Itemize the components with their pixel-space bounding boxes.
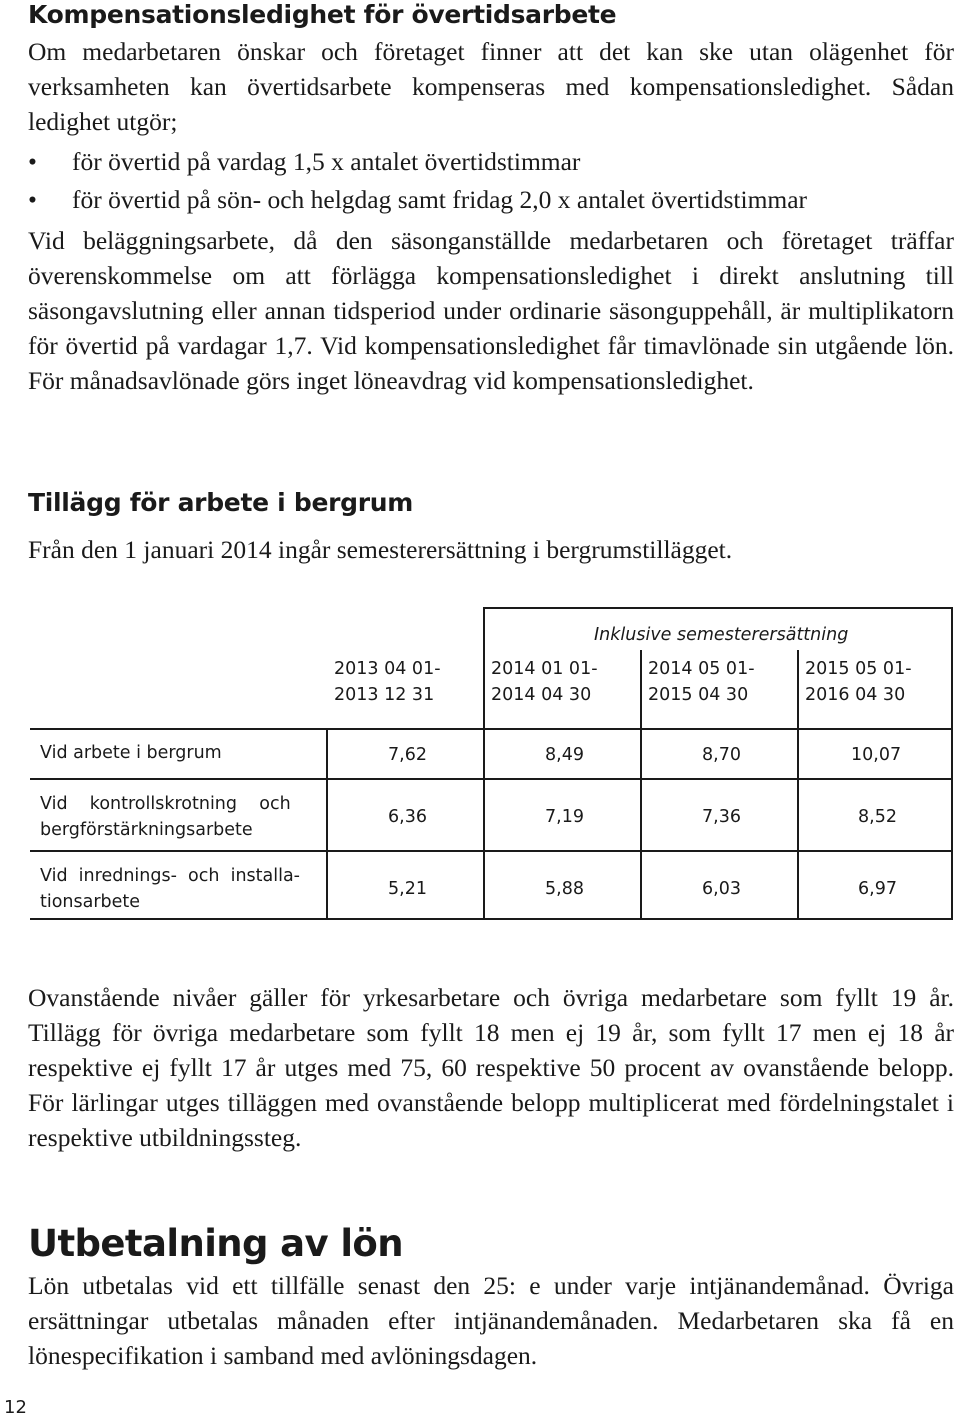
- column-header: 2015 05 01- 2016 04 30: [805, 659, 912, 705]
- bullet-list: [28, 143, 954, 219]
- paragraph-paving: Vid beläggningsarbete, då den säsonganställde medarbetaren och företaget träffar överenskommelse om att förlägga kompensationsledighet i direkt anslutning till säsongavslutning eller annan tidsperiod under ordinarie säsonguppehåll, är multiplikatorn för övertid på vardagar 1,7. Vid kompensationsledighet får timavlönade sin utgående lön. För månadsavlönade görs inget löneavdrag vid kompensationsledighet.: [28, 226, 954, 395]
- column-divider: [951, 607, 953, 920]
- paragraph-levels: Ovanstående nivåer gäller för yrkesarbetare och övriga medarbetare som fyllt 19 år. Tillägg för övriga medarbetare som fyllt 18 men ej 19 år, som fyllt 17 men ej 18 år respektive ej fyllt 17 år utges med 75, 60 respektive 50 procent av ovanstående belopp. För lärlingar utges tilläggen med ovanstående belopp multiplicerat med fördelningstalet i respektive utbildningssteg.: [28, 983, 954, 1152]
- table-cell: 8,49: [545, 745, 584, 765]
- column-divider: [640, 650, 642, 920]
- row-label: Vid arbete i bergrum: [40, 743, 222, 763]
- section-salary-payment: [28, 1222, 954, 1373]
- table-cell: 8,70: [702, 745, 741, 765]
- table-cell: 5,21: [388, 879, 427, 899]
- column-divider: [483, 607, 485, 920]
- column-divider: [326, 728, 328, 920]
- table-cell: 7,19: [545, 807, 584, 827]
- table-bottom-rule: [30, 918, 953, 920]
- table-cell: 7,62: [388, 745, 427, 765]
- header-rule: [30, 728, 953, 730]
- table-cell: 10,07: [851, 745, 902, 765]
- section-heading: Kompensationsledighet för övertidsarbete: [28, 0, 617, 29]
- paragraph-payment: Lön utbetalas vid ett tillfälle senast den 25: e under varje intjänandemånad. Övriga ersättningar utbetalas månaden efter intjänandemånaden. Medarbetaren ska få en lönespecifikation i samband med avlöningsdagen.: [28, 1271, 954, 1370]
- bullet-icon: •: [28, 185, 37, 214]
- paragraph-intro: Om medarbetaren önskar och företaget finner att det kan ske utan olägenhet för verksamheten kan övertidsarbete kompenseras med kompensationsledighet. Sådan ledighet utgör;: [28, 37, 954, 136]
- row-rule: [30, 850, 953, 852]
- table-cell: 6,36: [388, 807, 427, 827]
- table-cell: 8,52: [858, 807, 897, 827]
- column-divider: [797, 650, 799, 920]
- section-heading: Utbetalning av lön: [28, 1222, 403, 1265]
- table-cell: 5,88: [545, 879, 584, 899]
- row-rule: [30, 778, 953, 780]
- section-compensatory-leave: [28, 0, 954, 398]
- column-header: 2014 01 01- 2014 04 30: [491, 659, 598, 705]
- section-rock-chamber: [28, 488, 954, 567]
- table-top-rule: [483, 607, 953, 609]
- column-header: 2013 04 01- 2013 12 31: [334, 659, 441, 705]
- page-number: 12: [4, 1397, 27, 1418]
- column-group-label: Inklusive semesterersättning: [594, 625, 849, 645]
- table-cell: 6,03: [702, 879, 741, 899]
- section-heading: Tillägg för arbete i bergrum: [28, 488, 413, 517]
- paragraph-rock-chamber: Från den 1 januari 2014 ingår semesterersättning i bergrumstillägget.: [28, 535, 733, 564]
- table-cell: 7,36: [702, 807, 741, 827]
- row-label: Vid kontrollskrotning och bergförstärkningsarbete: [40, 794, 291, 840]
- bullet-icon: •: [28, 147, 37, 176]
- column-header: 2014 05 01- 2015 04 30: [648, 659, 755, 705]
- list-item: • för övertid på sön- och helgdag samt fridag 2,0 x antalet övertidstimmar: [28, 181, 954, 219]
- table-cell: 6,97: [858, 879, 897, 899]
- row-label: Vid inrednings- och installa- tionsarbete: [40, 866, 300, 912]
- list-item: • för övertid på vardag 1,5 x antalet övertidstimmar: [28, 143, 954, 181]
